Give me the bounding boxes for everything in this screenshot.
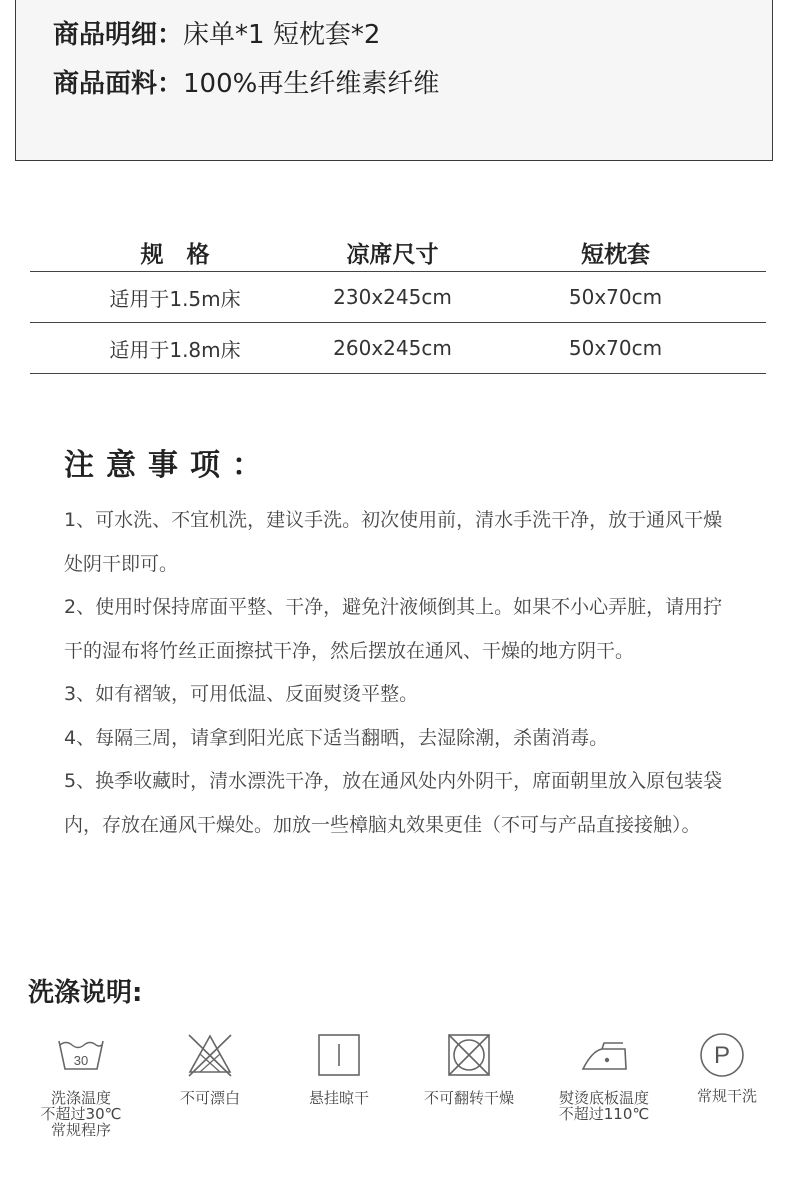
- wash-label-hang-dry: 悬挂晾干: [308, 1089, 369, 1107]
- table-cell: 适用于1.5m床: [109, 286, 241, 311]
- product-fabric-line: [53, 63, 439, 100]
- wash-label-dry-clean: 常规干洗: [696, 1087, 757, 1105]
- wash-label-temp: [32, 1090, 130, 1138]
- wash-label-line: 常规程序: [50, 1121, 111, 1139]
- wash-label-iron: [546, 1090, 662, 1122]
- table-row: [30, 272, 766, 323]
- table-cell: 50x70cm: [568, 285, 663, 309]
- wash-label-no-bleach: 不可漂白: [179, 1089, 240, 1107]
- table-cell: 260x245cm: [333, 336, 452, 360]
- product-detail-label: 商品明细：: [53, 20, 184, 50]
- note-item: 5、换季收藏时，清水漂洗干净，放在通风处内外阴干，席面朝里放入原包装袋内，存放在通风干燥处。加放一些樟脑丸效果更佳（不可与产品直接接触）。: [64, 770, 723, 836]
- dry-clean-p-icon: [698, 1030, 746, 1080]
- note-item: 4、每隔三周，请拿到阳光底下适当翻晒，去湿除潮，杀菌消毒。: [64, 726, 609, 749]
- wash-label-line: 不超过30℃: [40, 1105, 122, 1123]
- wash-tub-30-icon: [56, 1030, 106, 1080]
- note-item: 2、使用时保持席面平整、干净，避免汁液倾倒其上。如果不小心弄脏，请用拧干的湿布将竹丝正面擦拭干净，然后摆放在通风、干燥的地方阴干。: [64, 596, 723, 662]
- spec-table-header: [30, 233, 766, 272]
- table-cell: 230x245cm: [333, 285, 452, 309]
- table-cell: 50x70cm: [568, 336, 663, 360]
- product-detail-line: [53, 14, 380, 51]
- spec-header-mat-size: 凉席尺寸: [346, 241, 439, 268]
- product-fabric-value: 100%再生纤维素纤维: [183, 69, 440, 99]
- no-tumble-dry-icon: [446, 1030, 492, 1080]
- product-detail-value: 床单*1 短枕套*2: [183, 20, 381, 50]
- spec-header-pillowcase: 短枕套: [581, 241, 650, 268]
- spec-table: [30, 233, 766, 374]
- wash-temp-text: 30: [73, 1053, 89, 1068]
- wash-label-no-tumble: 不可翻转干燥: [423, 1089, 514, 1107]
- product-info-box: [15, 0, 773, 161]
- iron-icon: [580, 1030, 630, 1080]
- note-item: 3、如有褶皱，可用低温、反面熨烫平整。: [64, 683, 419, 705]
- table-cell: 适用于1.8m床: [109, 337, 241, 362]
- hang-dry-icon: [316, 1030, 362, 1080]
- no-bleach-icon: [186, 1030, 234, 1080]
- notes-title: 注意事项：: [64, 448, 274, 483]
- dry-clean-letter: P: [713, 1042, 731, 1069]
- product-fabric-label: 商品面料：: [53, 69, 184, 99]
- wash-label-line: 洗涤温度: [50, 1089, 111, 1107]
- table-row: [30, 323, 766, 374]
- notes-list: [64, 499, 724, 847]
- wash-label-line: 熨烫底板温度: [558, 1089, 649, 1107]
- note-item: 1、可水洗、不宜机洗，建议手洗。初次使用前，清水手洗干净，放于通风干燥处阴干即可。: [64, 509, 723, 575]
- wash-label-line: 不超过110℃: [558, 1105, 650, 1123]
- washing-title: 洗涤说明:: [28, 978, 143, 1008]
- spec-header-size: 规 格: [140, 241, 210, 268]
